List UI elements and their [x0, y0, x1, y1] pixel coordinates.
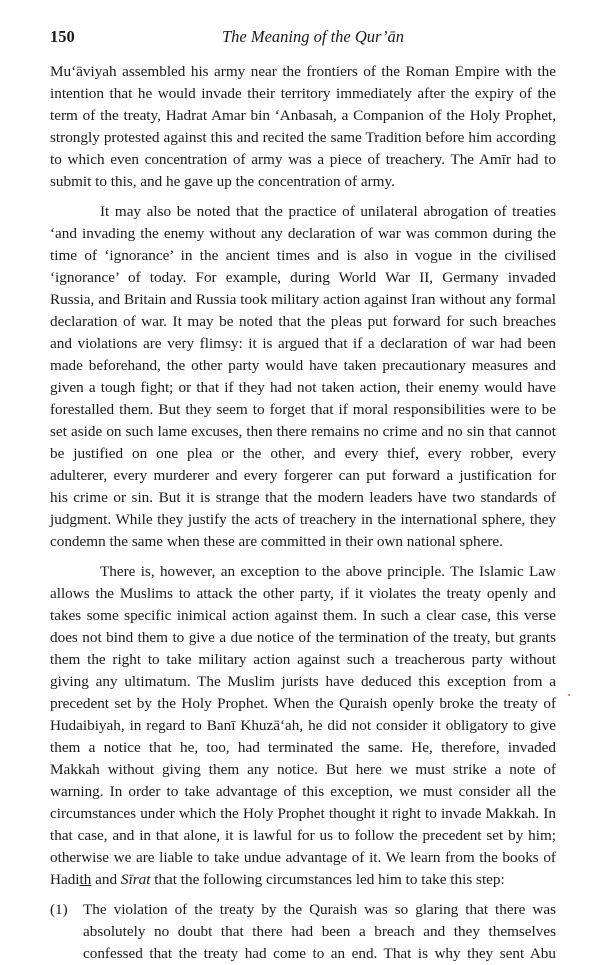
word-hadith-underlined: th	[79, 871, 92, 888]
paragraph-2	[50, 201, 556, 553]
text-line: be justified on one plea or the other, and every thief, every robber, every	[50, 445, 556, 462]
connector-text: and	[91, 871, 121, 888]
book-page	[50, 24, 556, 965]
text-line: Makkah without giving them any notice. But here we must strike a note of	[50, 761, 556, 778]
text-line: and violations are very flimsy: it is argued that if a declaration of war had been	[50, 335, 556, 352]
word-hadith	[50, 871, 91, 888]
text-line: ‘and invading the enemy without any declaration of war was common during the	[50, 225, 556, 242]
text-line: submit to this, and he gave up the concentration of army.	[50, 173, 395, 190]
text-line: The violation of the treaty by the Quraish was so glaring that there was	[83, 901, 556, 918]
text-line: set aside on such lame excuses, then there remains no crime and no sin that cannot	[50, 423, 556, 440]
book-title: The Meaning of the Qur’ān	[221, 27, 405, 46]
scan-artifact-dot	[568, 694, 570, 696]
text-line: adulterer, every murderer and every forgerer can put forward a justification for	[50, 467, 556, 484]
text-line: condemn the same when these are committed in their own national sphere.	[50, 533, 503, 550]
closing-rest-text: that the following circumstances led him to take this step:	[150, 871, 505, 888]
running-head	[50, 24, 556, 50]
text-line: forestalled them. But they seem to forget that if moral responsibilities were to be	[50, 401, 556, 418]
text-line: giving any ultimatum. The Muslim jurists have deduced this exception from a	[50, 673, 556, 690]
text-line: There is, however, an exception to the above principle. The Islamic Law	[100, 563, 556, 580]
text-line: Russia, and Britain and Russia took military action against Iran without any formal	[50, 291, 556, 308]
text-line: warning. In order to take advantage of this exception, we must consider all the	[50, 783, 556, 800]
text-line: them a notice that he, too, had terminated the same. He, therefore, invaded	[50, 739, 556, 756]
text-line: absolutely no doubt that there had been a breach and they themselves	[83, 923, 556, 940]
list-item-1	[50, 899, 556, 965]
text-line: ‘ignorance’ of today. For example, during World War II, Germany invaded	[50, 269, 556, 286]
text-line: term of the treaty, Hadrat Amar bin ‘Anbasah, a Companion of the Holy Prophet,	[50, 107, 556, 124]
list-marker: (1)	[50, 901, 68, 918]
text-line: given a tough fight; or that if they had not taken action, their enemy would have	[50, 379, 556, 396]
text-line: them the right to take military action against such a treacherous party without	[50, 651, 556, 668]
text-line: does not bind them to give a due notice of the termination of the treaty, but grants	[50, 629, 556, 646]
text-line: confessed that the treaty had come to an end. That is why they sent Abu	[83, 945, 556, 962]
text-line: strongly protested against this and recited the same Tradition before him according	[50, 129, 556, 146]
text-line: declaration of war. It may be noted that the pleas put forward for such breaches	[50, 313, 556, 330]
text-line: Mu‘āviyah assembled his army near the frontiers of the Roman Empire with the	[50, 63, 556, 80]
word-sirat-italic: Sīrat	[120, 871, 151, 888]
text-line: that case, and in that alone, it is lawful for us to follow the precedent set by him;	[50, 827, 556, 844]
text-line: otherwise we are liable to take undue advantage of it. We learn from the books of	[50, 849, 556, 866]
paragraph-3	[50, 561, 556, 891]
text-line: intention that he would invade their territory immediately after the expiry of the	[50, 85, 556, 102]
word-hadith-prefix: Hadi	[50, 871, 80, 888]
text-line: made beforehand, the other party would have taken precautionary measures and	[50, 357, 556, 374]
text-line: takes some specific inimical action against them. In such a clear case, this verse	[50, 607, 556, 624]
text-line-closing	[50, 869, 556, 891]
text-line: his crime or sin. But it is strange that the modern leaders have two standards of	[50, 489, 556, 506]
paragraph-1	[50, 61, 556, 193]
text-line: judgment. While they justify the acts of treachery in the international sphere, they	[50, 511, 556, 528]
text-line: It may also be noted that the practice of unilateral abrogation of treaties	[100, 203, 556, 220]
page-number: 150	[50, 27, 75, 46]
text-line: precedent set by the Holy Prophet. When the Quraish openly broke the treaty of	[50, 695, 556, 712]
text-line: to which even concentration of army was a piece of treachery. The Amīr had to	[50, 151, 556, 168]
body-text	[50, 61, 556, 965]
text-line: time of ‘ignorance’ in the ancient times and is also in vogue in the civilised	[50, 247, 556, 264]
text-line: circumstances under which the Holy Prophet thought it right to invade Makkah. In	[50, 805, 556, 822]
text-line: allows the Muslims to attack the other party, if it violates the treaty openly and	[50, 585, 556, 602]
text-line: Hudaibiyah, in regard to Banī Khuzā‘ah, he did not consider it obligatory to give	[50, 717, 556, 734]
